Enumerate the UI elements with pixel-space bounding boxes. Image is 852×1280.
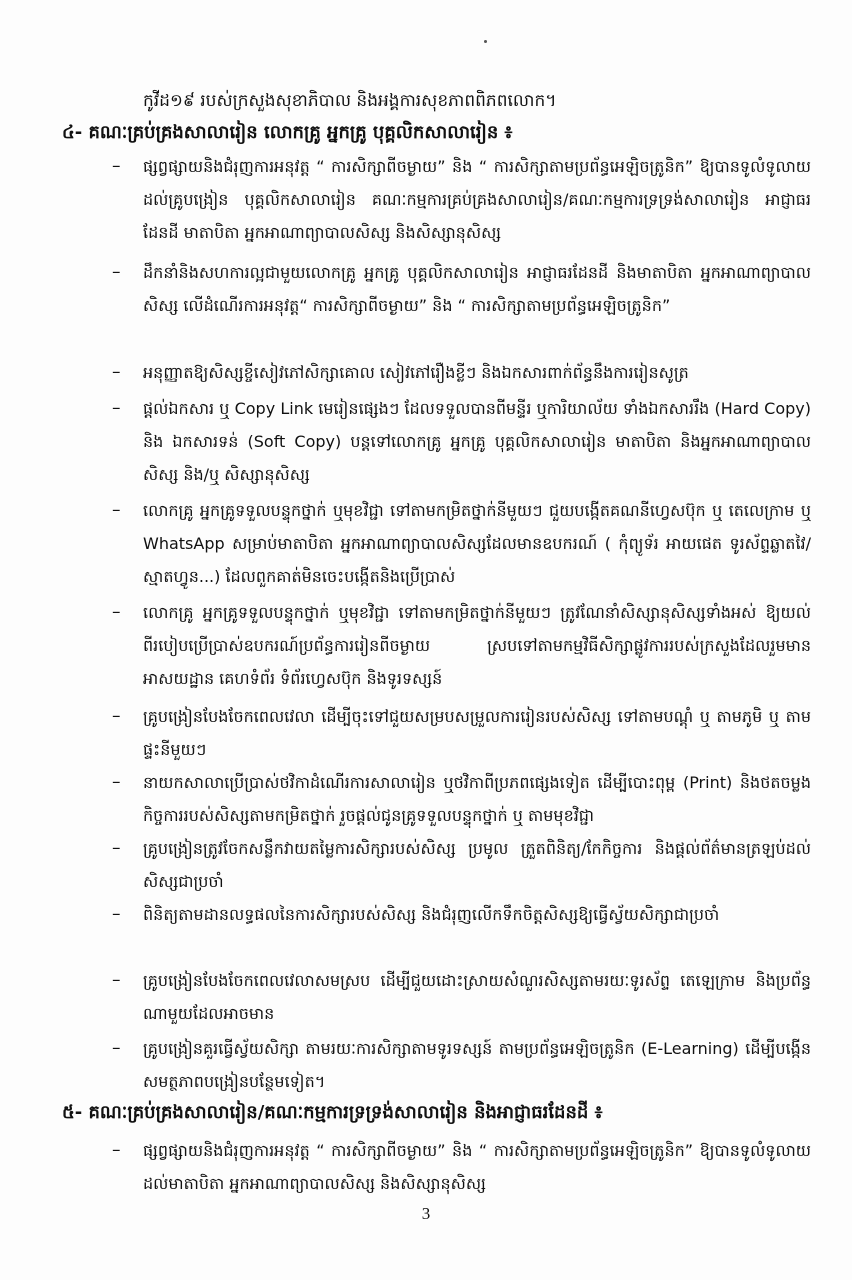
list-item-text: អនុញ្ញាតឱ្យសិស្សខ្ចីសៀវភៅសិក្សាគោល សៀវភៅរឿងខ្លីៗ និងឯកសារពាក់ព័ន្ធនឹងការរៀនសូត្រ: [143, 363, 689, 382]
list-item-text: ផ្ដល់ឯកសារ ឬ Copy Link មេរៀនផ្សេងៗ ដែលទទួលបានពីមន្ទីរ ឬការិយាល័យ ទាំងឯកសាររឹង (Hard Copy) និង ឯកសារទន់ (Soft Copy) បន្តទៅលោកគ្រូ អ្នកគ្រូ បុគ្គលិកសាលារៀន មាតាបិតា និងអ្នកអាណាព្យាបាលសិស្ស និង/ឬ សិស្សានុសិស្ស: [143, 399, 811, 484]
list-item-text: គ្រូបង្រៀនបែងចែកពេលវេលាសមស្រប ដើម្បីជួយដោះស្រាយសំណួរសិស្សតាមរយៈទូរស័ព្ទ តេឡេក្រាម និងប្រព័ន្ធណាមួយដែលអាចមាន: [143, 971, 811, 1023]
bullet-dash: –: [112, 904, 121, 924]
section-4-heading: ៤- គណៈគ្រប់គ្រងសាលារៀន លោកគ្រូ អ្នកគ្រូ បុគ្គលិកសាលារៀន ៖: [62, 122, 513, 143]
bullet-dash: –: [112, 500, 121, 520]
list-item-text: គ្រូបង្រៀនគួរធ្វើស្វ័យសិក្សា តាមរយៈការសិក្សាតាមទូរទស្សន៍ តាមប្រព័ន្ធអេឡិចត្រូនិក (E-Learning) ដើម្បីបង្កើនសមត្ថភាពបង្រៀនបន្ថែមទៀត។: [143, 1039, 811, 1091]
bullet-dash: –: [112, 838, 121, 858]
page-number: 3: [421, 1204, 431, 1223]
continuation-line: កូវីដ១៩ របស់ក្រសួងសុខាភិបាល និងអង្គការសុខភាពពិភពលោក។: [143, 91, 557, 111]
bullet-dash: –: [112, 602, 121, 622]
list-item-text: នាយកសាលាប្រើប្រាស់ថវិកាដំណើរការសាលារៀន ឬថវិកាពីប្រភពផ្សេងទៀត ដើម្បីបោះពុម្ព (Print) និងថតចម្លងកិច្ចការរបស់សិស្សតាមកម្រិតថ្នាក់ រួចផ្ដល់ជូនគ្រូទទួលបន្ទុកថ្នាក់ ឬ តាមមុខវិជ្ជា: [143, 773, 811, 825]
bullet-dash: –: [112, 772, 121, 792]
section-5-heading: ៥- គណៈគ្រប់គ្រងសាលារៀន/គណៈកម្មការទ្រទ្រង់សាលារៀន និងអាជ្ញាធរដែនដី ៖: [62, 1102, 603, 1123]
list-item-text: លោកគ្រូ អ្នកគ្រូទទួលបន្ទុកថ្នាក់ ឬមុខវិជ្ជា ទៅតាមកម្រិតថ្នាក់នីមួយៗ ជួយបង្កើតគណនីហ្វេសប៊ុក ឬ តេលេក្រាម ឬ WhatsApp សម្រាប់មាតាបិតា អ្នកអាណាព្យាបាលសិស្សដែលមានឧបករណ៍ ( កុំព្យូទ័រ អាយផេត ទូរស័ព្ទឆ្លាតវៃ/ស្មាតហ្វូន...) ដែលពួកគាត់មិនចេះបង្កើតនិងប្រើប្រាស់: [143, 501, 811, 586]
list-item-text: ដឹកនាំនិងសហការល្អជាមួយលោកគ្រូ អ្នកគ្រូ បុគ្គលិកសាលារៀន អាជ្ញាធរដែនដី និងមាតាបិតា អ្នកអាណាព្យាបាលសិស្ស លើដំណើរការអនុវត្ត“ ការសិក្សាពីចម្ងាយ” និង “ ការសិក្សាតាមប្រព័ន្ធអេឡិចត្រូនិក”: [143, 263, 811, 315]
bullet-dash: –: [112, 262, 121, 282]
list-item-text: ផ្សព្វផ្សាយនិងជំរុញការអនុវត្ត “ ការសិក្សាពីចម្ងាយ” និង “ ការសិក្សាតាមប្រព័ន្ធអេឡិចត្រូនិក” ឱ្យបានទូលំទូលាយដល់គ្រូបង្រៀន បុគ្គលិកសាលារៀន គណៈកម្មការគ្រប់គ្រងសាលារៀន/គណៈកម្មការទ្រទ្រង់សាលារៀន អាជ្ញាធរដែនដី មាតាបិតា អ្នកអាណាព្យាបាលសិស្ស និងសិស្សានុសិស្ស: [143, 157, 811, 242]
list-item-text: គ្រូបង្រៀនបែងចែកពេលវេលា ដើម្បីចុះទៅជួយសម្របសម្រួលការរៀនរបស់សិស្ស ទៅតាមបណ្ដុំ ឬ តាមភូមិ ឬ តាមផ្ទះនីមួយៗ: [143, 707, 811, 759]
bullet-dash: –: [112, 362, 121, 382]
bullet-dash: –: [112, 1038, 121, 1058]
list-item-text: គ្រូបង្រៀនត្រូវចែកសន្លឹកវាយតម្លៃការសិក្សារបស់សិស្ស ប្រមូល ត្រួតពិនិត្យ/កែកិច្ចការ និងផ្ដល់ព័ត៌មានត្រឡប់ដល់សិស្សជាប្រចាំ: [143, 839, 811, 891]
bullet-dash: –: [112, 398, 121, 418]
list-item-text: លោកគ្រូ អ្នកគ្រូទទួលបន្ទុកថ្នាក់ ឬមុខវិជ្ជា ទៅតាមកម្រិតថ្នាក់នីមួយៗ ត្រូវណែនាំសិស្សានុសិស្សទាំងអស់ ឱ្យយល់ពីរបៀបប្រើប្រាស់ឧបករណ៍ប្រព័ន្ធការរៀនពីចម្ងាយ ស្របទៅតាមកម្មវិធីសិក្សាផ្លូវការរបស់ក្រសួងដែលរួមមាន អាសយដ្ឋាន គេហទំព័រ ទំព័រហ្វេសប៊ុក និងទូរទស្សន៍: [143, 603, 811, 688]
list-item-text: ផ្សព្វផ្សាយនិងជំរុញការអនុវត្ត “ ការសិក្សាពីចម្ងាយ” និង “ ការសិក្សាតាមប្រព័ន្ធអេឡិចត្រូនិក” ឱ្យបានទូលំទូលាយដល់មាតាបិតា អ្នកអាណាព្យាបាលសិស្ស និងសិស្សានុសិស្ស: [143, 1141, 811, 1193]
bullet-dash: –: [112, 706, 121, 726]
bullet-dash: –: [112, 156, 121, 176]
list-item-text: ពិនិត្យតាមដានលទ្ធផលនៃការសិក្សារបស់សិស្ស និងជំរុញលើកទឹកចិត្តសិស្សឱ្យធ្វើស្វ័យសិក្សាជាប្រចាំ: [143, 905, 720, 924]
bullet-dash: –: [112, 1140, 121, 1160]
bullet-dash: –: [112, 970, 121, 990]
